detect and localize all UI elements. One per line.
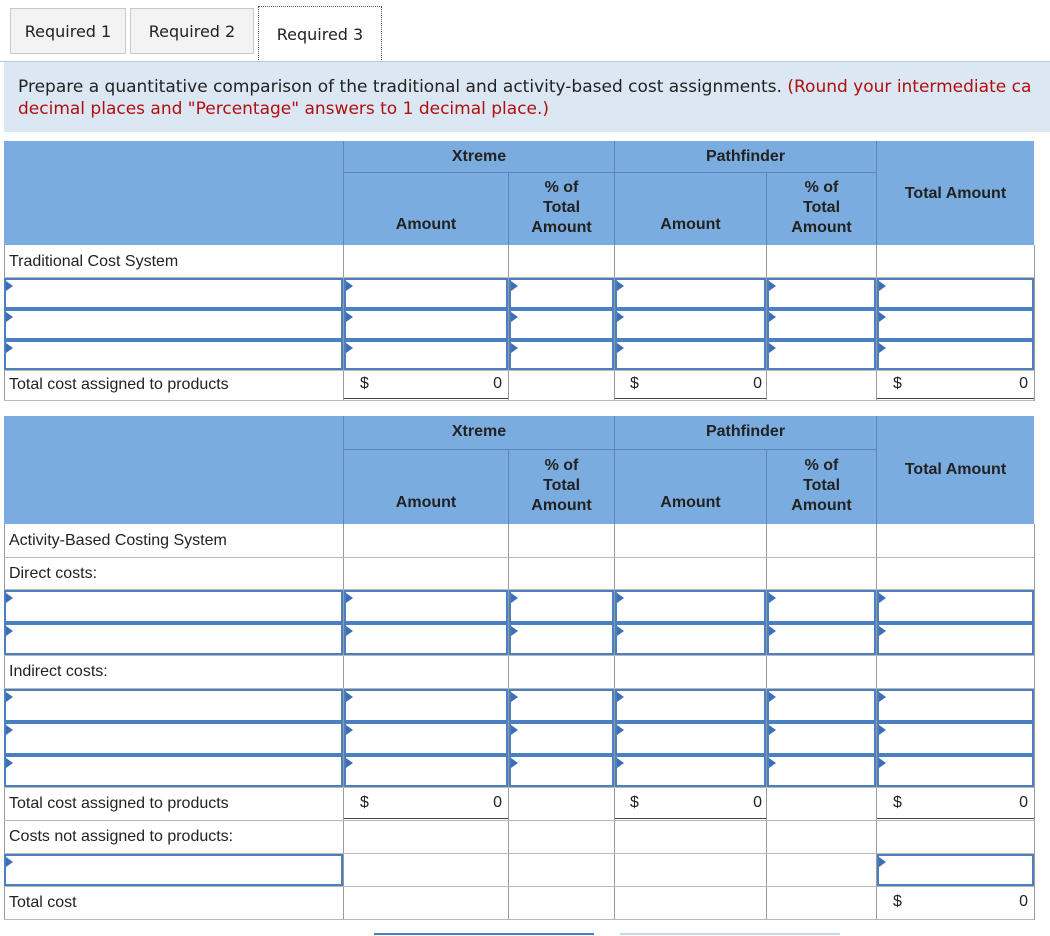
direct-row1-xtreme-amount-input[interactable] — [344, 590, 508, 623]
abc-header-pathfinder-pct: % of Total Amount — [791, 457, 852, 514]
trad-row3-pathfinder-pct-input[interactable] — [767, 340, 876, 370]
trad-row1-xtreme-amount-input[interactable] — [344, 278, 508, 309]
direct-row2-total-input[interactable] — [877, 623, 1034, 655]
trad-row2-xtreme-amount-input[interactable] — [344, 309, 508, 340]
trad-pathfinder-total: 0 — [753, 375, 762, 392]
next-button-edge[interactable] — [620, 933, 840, 935]
direct-row1-label-input[interactable] — [4, 590, 343, 623]
indirect-row1-xtreme-pct-input[interactable] — [509, 689, 614, 722]
trad-row1-total-input[interactable] — [877, 278, 1034, 309]
abc-heading: Activity-Based Costing System — [9, 532, 227, 549]
total-cost-label: Total cost — [9, 894, 77, 911]
indirect-row2-label-input[interactable] — [4, 722, 343, 755]
abc-header-xtreme-amount: Amount — [395, 494, 457, 511]
trad-row1-pathfinder-pct-input[interactable] — [767, 278, 876, 309]
header-xtreme: Xtreme — [451, 148, 507, 165]
indirect-row3-label-input[interactable] — [4, 755, 343, 787]
abc-xtreme-total: 0 — [493, 794, 502, 811]
trad-row3-xtreme-pct-input[interactable] — [509, 340, 614, 370]
trad-row3-xtreme-amount-input[interactable] — [344, 340, 508, 370]
indirect-row1-xtreme-amount-input[interactable] — [344, 689, 508, 722]
direct-row1-pathfinder-amount-input[interactable] — [615, 590, 766, 623]
abc-total-label: Total cost assigned to products — [9, 795, 229, 812]
indirect-row3-total-input[interactable] — [877, 755, 1034, 787]
indirect-row1-pathfinder-pct-input[interactable] — [767, 689, 876, 722]
abc-xtreme-dollar: $ — [360, 794, 369, 811]
indirect-row2-pathfinder-amount-input[interactable] — [615, 722, 766, 755]
indirect-costs-label: Indirect costs: — [9, 663, 108, 680]
header-total-amount: Total Amount — [904, 185, 1007, 202]
not-assigned-label-input[interactable] — [4, 854, 343, 886]
trad-row1-pathfinder-amount-input[interactable] — [615, 278, 766, 309]
header-pathfinder: Pathfinder — [705, 148, 786, 165]
trad-row2-pathfinder-pct-input[interactable] — [767, 309, 876, 340]
header-pathfinder-amount: Amount — [660, 216, 721, 233]
tab-bar — [0, 0, 1050, 62]
trad-row1-label-input[interactable] — [4, 278, 343, 309]
tab-required-2[interactable]: Required 2 — [130, 8, 254, 54]
indirect-row1-pathfinder-amount-input[interactable] — [615, 689, 766, 722]
trad-row2-total-input[interactable] — [877, 309, 1034, 340]
header-pathfinder-pct: % of Total Amount — [791, 179, 852, 236]
instruction-text: Prepare a quantitative comparison of the traditional and activity-based cost assignments. — [18, 77, 782, 97]
direct-row1-xtreme-pct-input[interactable] — [509, 590, 614, 623]
trad-xtreme-dollar: $ — [360, 375, 369, 392]
trad-grand-total: 0 — [1019, 375, 1028, 392]
indirect-row2-total-input[interactable] — [877, 722, 1034, 755]
abc-grand-dollar: $ — [893, 794, 902, 811]
direct-row2-xtreme-pct-input[interactable] — [509, 623, 614, 655]
indirect-row2-xtreme-pct-input[interactable] — [509, 722, 614, 755]
trad-row3-total-input[interactable] — [877, 340, 1034, 370]
trad-row2-pathfinder-amount-input[interactable] — [615, 309, 766, 340]
direct-row2-label-input[interactable] — [4, 623, 343, 655]
trad-row2-label-input[interactable] — [4, 309, 343, 340]
abc-pathfinder-dollar: $ — [630, 794, 639, 811]
direct-row1-pathfinder-pct-input[interactable] — [767, 590, 876, 623]
rounding-note-2: decimal places and "Percentage" answers to 1 decimal place.) — [18, 99, 550, 119]
tab-required-1[interactable]: Required 1 — [10, 8, 126, 54]
indirect-row1-total-input[interactable] — [877, 689, 1034, 722]
trad-row1-xtreme-pct-input[interactable] — [509, 278, 614, 309]
direct-row2-xtreme-amount-input[interactable] — [344, 623, 508, 655]
abc-pathfinder-total: 0 — [753, 794, 762, 811]
not-assigned-total-input[interactable] — [877, 854, 1034, 886]
costs-not-assigned-label: Costs not assigned to products: — [9, 828, 234, 845]
direct-costs-label: Direct costs: — [9, 565, 98, 582]
rounding-note-1: (Round your intermediate ca — [787, 77, 1032, 97]
abc-header-xtreme-pct: % of Total Amount — [531, 457, 592, 514]
abc-header-total-amount: Total Amount — [904, 461, 1007, 478]
total-cost-value: 0 — [1019, 893, 1028, 910]
abc-header-pathfinder: Pathfinder — [705, 423, 786, 440]
indirect-row1-label-input[interactable] — [4, 689, 343, 722]
indirect-row3-pathfinder-pct-input[interactable] — [767, 755, 876, 787]
indirect-row3-xtreme-amount-input[interactable] — [344, 755, 508, 787]
abc-header-xtreme: Xtreme — [451, 423, 507, 440]
trad-xtreme-total: 0 — [493, 375, 502, 392]
indirect-row2-xtreme-amount-input[interactable] — [344, 722, 508, 755]
header-xtreme-pct: % of Total Amount — [531, 179, 592, 236]
indirect-row2-pathfinder-pct-input[interactable] — [767, 722, 876, 755]
trad-row2-xtreme-pct-input[interactable] — [509, 309, 614, 340]
indirect-row3-pathfinder-amount-input[interactable] — [615, 755, 766, 787]
indirect-row3-xtreme-pct-input[interactable] — [509, 755, 614, 787]
tab-required-3[interactable]: Required 3 — [258, 6, 382, 62]
traditional-total-label: Total cost assigned to products — [9, 376, 229, 393]
prev-button-edge[interactable] — [374, 933, 594, 935]
direct-row1-total-input[interactable] — [877, 590, 1034, 623]
total-cost-dollar: $ — [893, 893, 902, 910]
direct-row2-pathfinder-pct-input[interactable] — [767, 623, 876, 655]
instruction-banner — [4, 62, 1050, 132]
direct-row2-pathfinder-amount-input[interactable] — [615, 623, 766, 655]
traditional-heading: Traditional Cost System — [9, 253, 179, 270]
trad-row3-label-input[interactable] — [4, 340, 343, 370]
trad-row3-pathfinder-amount-input[interactable] — [615, 340, 766, 370]
trad-grand-dollar: $ — [893, 375, 902, 392]
abc-grand-total: 0 — [1019, 794, 1028, 811]
header-xtreme-amount: Amount — [395, 216, 457, 233]
trad-pathfinder-dollar: $ — [630, 375, 639, 392]
abc-header-pathfinder-amount: Amount — [660, 494, 721, 511]
